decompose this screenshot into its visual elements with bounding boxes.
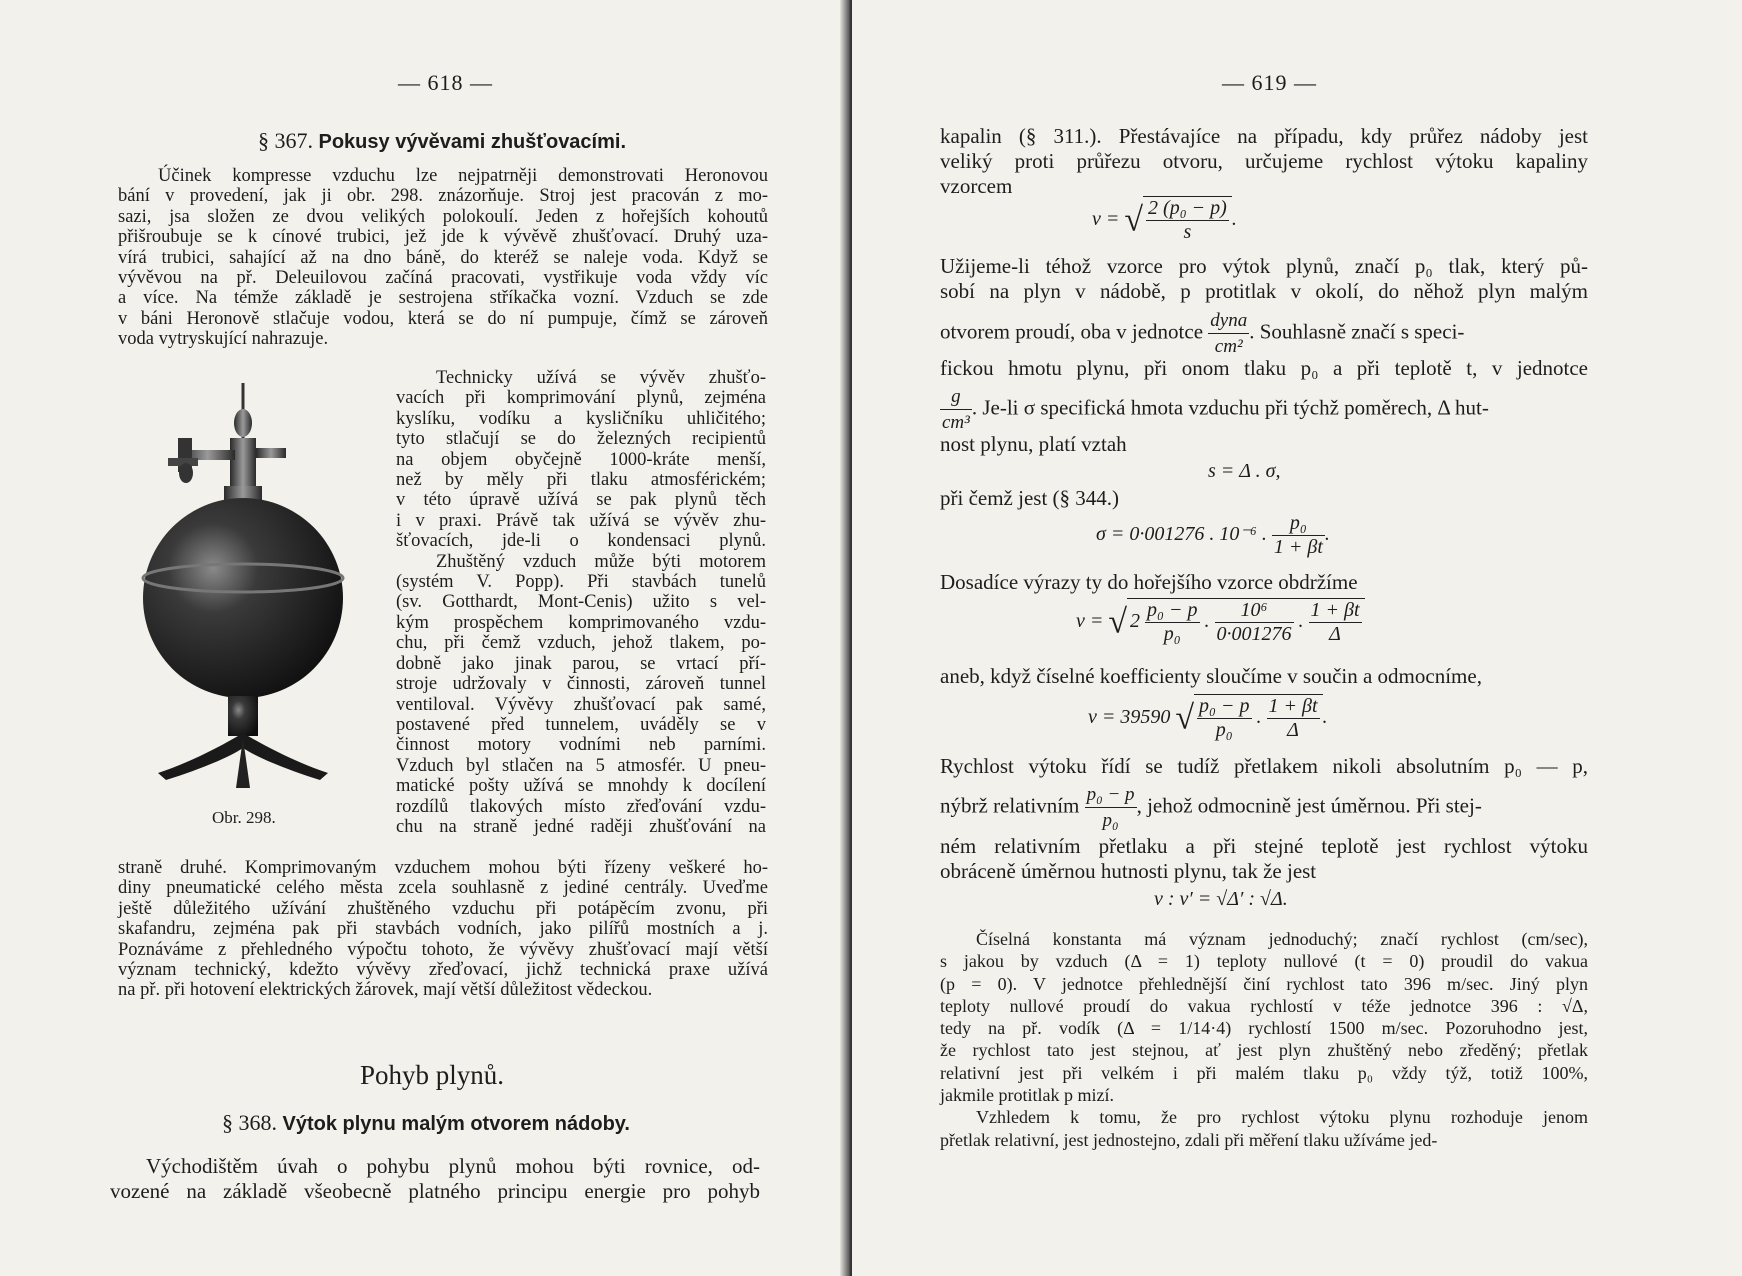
text-line: chu, při čemž vzduch, jehož tlakem, po- — [396, 633, 766, 654]
text-line: že rychlost tato jest stejnou, ať jest plyn zhuštěný nebo zředěný; přetlak — [940, 1040, 1588, 1061]
text-line: vzorcem — [940, 174, 1013, 198]
text-line: ném relativním přetlaku a při stejné teplotě jest rychlost výtoku — [940, 834, 1588, 858]
section-367-heading — [258, 128, 626, 154]
text-line: (p = 0). V jednotce přehlednější činí rychlost tato 396 m/sec. Jiný plyn — [940, 973, 1588, 994]
text-line: sazi, jsa složen ze dvou velikých polokoulí. Jeden z hořejších kohoutů — [118, 206, 768, 227]
text-line: Účinek kompresse vzduchu lze nejpatrněji demonstrovati Heronovou — [158, 166, 768, 186]
paragraph-density — [940, 834, 1588, 884]
section-title: Pokusy vývěvami zhušťovacími. — [318, 131, 627, 153]
text-line: Východištěm úvah o pohybu plynů mohou býti rovnice, od- — [146, 1154, 760, 1178]
text-line: obráceně úměrnou hutnosti plynu, tak že jest — [940, 859, 1317, 883]
page-number: — 618 — — [398, 70, 493, 95]
text-line: (sv. Gotthardt, Mont-Cenis) užito s vel- — [396, 592, 766, 613]
text-relation: nost plynu, platí vztah — [940, 432, 1127, 456]
text-line: rozdílů tlakových místo zřeďování vzdu- — [396, 796, 766, 817]
text-line: přetlak relativní, jest jednostejno, zdali při měření tlaku užíváme jed- — [940, 1129, 1438, 1150]
text-line: tyto stlačují se do železných recipientů — [396, 429, 766, 450]
text-line: Číselná konstanta má význam jednoduchý; značí rychlost (cm/sec), — [976, 929, 1588, 949]
text-line: stroje udržovaly v činnosti, zároveň tunnel — [396, 674, 766, 695]
text-line: bání v provedení, jak ji obr. 298. znázorňuje. Stroj jest pracován z mo- — [118, 186, 768, 207]
text-line: v této úpravě užívá se pak plynů těch — [396, 490, 766, 511]
text-line: přišroubuje se k cínové trubici, jež jde k vývěvě zhušťovací. Druhý uza- — [118, 227, 768, 248]
text-line: teploty nullové proudí do vakua rychlostí v téže jednotce 396 : √Δ, — [940, 995, 1588, 1016]
text-line: ventiloval. Vývěvy zhušťovací pak samé, — [396, 694, 766, 715]
text-line: relativní jest při velkém i při malém tlaku p₀ vždy týž, totiž 100%, — [940, 1062, 1588, 1083]
text-line: na př. při hotovení elektrických žárovek, mají větší důležitost vědeckou. — [118, 980, 653, 1001]
section-title: Výtok plynu malým otvorem nádoby. — [282, 1113, 630, 1135]
text-line: Vzhledem k tomu, že pro rychlost výtoku plynu rozhoduje jenom — [976, 1107, 1588, 1128]
text-units-dyna: otvorem proudí, oba v jednotce $\frac{\text{dyna}}{\text{cm²}}$ . Souhlasně značí s speci- — [940, 310, 1465, 357]
text-where: při čemž jest (§ 344.) — [940, 486, 1120, 510]
paragraph-gas-pressure — [940, 254, 1588, 304]
text-line: s jakou by vzduch (Δ = 1) teploty nullové (t = 0) proudil do vakua — [940, 951, 1588, 972]
text-line: postavené před tunnelem, uváděly se v — [396, 714, 766, 735]
paragraph-liquid-outflow — [940, 124, 1588, 199]
text-line: Užijeme-li téhož vzorce pro výtok plynů, značí p₀ tlak, který pů- — [940, 254, 1588, 278]
text-line: matické pošty užívá se mnohdy k docílení — [396, 776, 766, 797]
text-line: vývěvou na př. Deleuilovou začíná pracovati, vystřikuje voda vždy víc — [118, 268, 768, 289]
text-line: (systém V. Popp). Při stavbách tunelů — [396, 572, 766, 593]
text-line: kým prospěchem komprimovaného vzdu- — [396, 612, 766, 633]
section-368-heading — [222, 1110, 630, 1136]
paragraph-technical-wide — [118, 858, 768, 1001]
text-line: i v praxi. Právě tak užívá se vývěv zhu- — [396, 510, 766, 531]
paragraph-gas-motion — [110, 1154, 760, 1204]
text-relative: nýbrž relativním $\frac{\text{p₀ − p}}{\text{p₀}}$ , jehož odmocnině jest úměrnou. Při stej- — [940, 784, 1482, 831]
text-line: činnost motory vodními neb parními. — [396, 735, 766, 756]
text-line: voda vytryskující nahrazuje. — [118, 329, 329, 350]
text-line: vozené na základě všeobecně platného principu energie pro pohyb — [110, 1179, 760, 1203]
equation-velocity-liquid: v = √ $\frac{\text{2 (p₀ − p)}}{s}$ . — [1092, 197, 1237, 243]
text-line: kapalin (§ 311.). Přestávajíce na případu, kdy průřez nádoby jest — [940, 124, 1588, 148]
text-units-g: $\frac{g}{\text{cm³}}$ . Je-li σ specifická hmota vzduchu při týchž poměrech, Δ hut- — [942, 386, 1489, 433]
text-line: Zhuštěný vzduch může býti motorem — [436, 551, 766, 572]
chapter-heading: Pohyb plynů. — [360, 1060, 505, 1090]
heron-ball-figure — [118, 378, 368, 798]
text-overpressure: Rychlost výtoku řídí se tudíž přetlakem nikoli absolutním p₀ — p, — [940, 754, 1588, 778]
text-line: šťovacích, jde-li o kondensaci plynů. — [396, 531, 766, 552]
equation-velocity-ratio: v : v′ = √Δ′ : √Δ. — [1154, 888, 1288, 910]
text-line: Poznáváme z přehledného výpočtu tohoto, že vývěvy zhušťovací mají větší — [118, 939, 768, 960]
figure-caption: Obr. 298. — [212, 808, 276, 827]
text-line: diny pneumatické celého města zcela souhlasně z jediné centrály. Uveďme — [118, 878, 768, 899]
text-line: ještě důležitého užívání zhuštěného vzduchu při potápěcím zvonu, při — [118, 898, 768, 919]
text-line: tedy na př. vodík (Δ = 1/14·4) rychlostí 1500 m/sec. Pozoruhodno jest, — [940, 1018, 1588, 1039]
paragraph-technical-narrow — [396, 368, 766, 837]
left-page — [0, 0, 848, 1276]
text-line: vacích při komprimování plynů, zejména — [396, 388, 766, 409]
text-line: veliký proti průřezu otvoru, určujeme rychlost výtoku kapaliny — [940, 149, 1588, 173]
text-line: dobně jako jinak parou, se vrtací pří- — [396, 653, 766, 674]
equation-sigma: σ = 0·001276 . 10⁻⁶ . $\frac{\text{p₀}}{1 + \beta t}$ . — [1096, 512, 1330, 558]
text-line: kyslíku, vodíku a kysličníku uhličitého; — [396, 408, 766, 429]
right-page — [852, 0, 1742, 1276]
text-line: straně druhé. Komprimovaným vzduchem mohou býti řízeny veškeré ho- — [118, 858, 768, 878]
text-line: vírá trubici, sahající až na dno báně, do kteréž se naleje voda. Když se — [118, 247, 768, 268]
paragraph-compression — [118, 166, 768, 350]
text-line: skafandru, zejména pak při stavbách vodních, jako pilířů mostních a j. — [118, 919, 768, 940]
section-number: § 368. — [222, 1110, 277, 1135]
text-line: a více. Na témže základě je sestrojena stříkačka vozní. Vzduch se zde — [118, 288, 768, 309]
text-line: Vzduch byl stlačen na 5 atmosfér. U pneu- — [396, 755, 766, 776]
text-coefficients: aneb, když číselné koefficienty sloučíme v součin a odmocníme, — [940, 664, 1482, 688]
equation-velocity-gas: v = √ 2 $\frac{\text{p₀ − p}}{\text{p₀}}$ . $\frac{\text{10⁶}}{0\cdot 001276}$ . $\frac{1 + \beta t}{\Delta}$ — [1076, 598, 1365, 646]
text-substituting: Dosadíce výrazy ty do hořejšího vzorce obdržíme — [940, 570, 1358, 594]
text-line: Technicky užívá se vývěv zhušťo- — [436, 368, 766, 388]
equation-s-delta-sigma: s = Δ . σ, — [1208, 460, 1281, 482]
paragraph-constant — [940, 928, 1588, 1151]
text-line: na objem obyčejně 1000-kráte menší, — [396, 449, 766, 470]
text-line: jakmile protitlak p mizí. — [940, 1085, 1114, 1106]
equation-velocity-numeric: v = 39590 √ $\frac{\text{p₀ − p}}{\text{p₀}}$ . $\frac{1 + \beta t}{\Delta}$ . — [1088, 695, 1328, 741]
text-line: sobí na plyn v nádobě, p protitlak v okolí, do něhož plyn malým — [940, 279, 1588, 303]
text-line: v báni Heronově stlačuje vodou, která se do ní pumpuje, čímž se zároveň — [118, 308, 768, 329]
text-line: než by měly při tlaku atmosférickém; — [396, 470, 766, 491]
page-number: — 619 — — [1222, 70, 1317, 95]
text-line: chu na straně jedné raději zhušťování na — [396, 816, 766, 837]
text-line: význam technický, kdežto vývěvy zřeďovací, jichž technická praxe užívá — [118, 960, 768, 981]
text-specific-mass: fickou hmotu plynu, při onom tlaku p₀ a při teplotě t, v jednotce — [940, 356, 1588, 380]
section-number: § 367. — [258, 128, 313, 153]
